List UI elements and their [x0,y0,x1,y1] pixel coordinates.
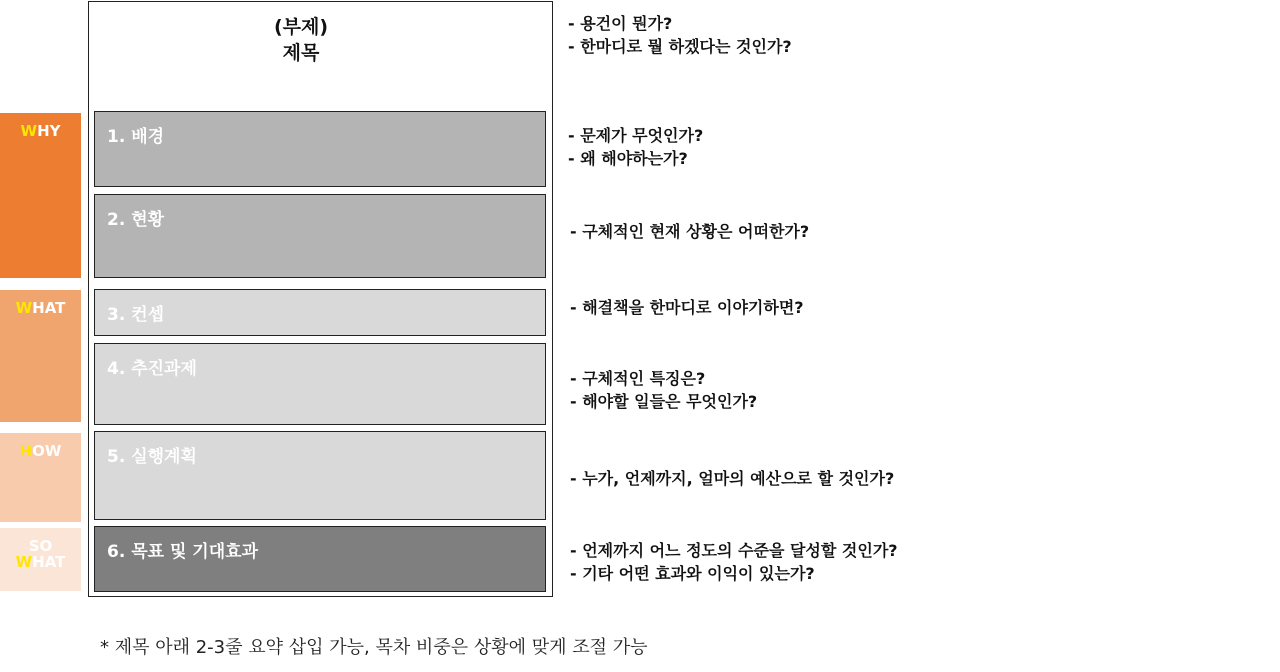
subtitle: (부제) [273,16,329,38]
how-label [0,433,81,522]
question-line: - 왜 해야하는가? [568,149,688,168]
question-line: - 언제까지 어느 정도의 수준을 달성할 것인가? [570,541,898,560]
questions-goal [570,539,898,585]
questions-concept [570,296,804,319]
section-tasks [94,343,546,425]
section-concept [94,289,546,336]
question-line: - 누가, 언제까지, 얼마의 예산으로 할 것인가? [570,469,895,488]
section-background [94,111,546,187]
how-letter-highlight: H [19,442,33,460]
what-label [0,290,81,422]
section-label: 2. 현황 [107,210,165,230]
questions-why [568,124,703,170]
section-action-plan [94,431,546,520]
so-what-letter-rest: HAT [32,553,66,571]
section-current-status [94,194,546,278]
question-line: - 구체적인 특징은? [570,369,706,388]
how-letter-rest: OW [32,442,62,460]
section-label: 6. 목표 및 기대효과 [107,542,258,562]
question-line: - 기타 어떤 효과와 이익이 있는가? [570,564,815,583]
why-label [0,113,81,278]
section-label: 5. 실행계획 [107,447,197,467]
question-line: - 문제가 무엇인가? [568,126,704,145]
what-letter-highlight: W [15,299,33,317]
title-block [88,14,514,66]
so-what-top: SO [28,537,53,555]
question-line: - 해결책을 한마디로 이야기하면? [570,298,804,317]
so-what-label [0,528,81,591]
why-letter-rest: HY [37,122,61,140]
section-goals-effects [94,526,546,592]
why-letter-highlight: W [20,122,38,140]
section-label: 4. 추진과제 [107,359,197,379]
question-line: - 용건이 뭔가? [568,14,673,33]
questions-situation [570,220,809,243]
section-label: 1. 배경 [107,127,165,147]
title: 제목 [282,42,320,64]
question-line: - 해야할 일들은 무엇인가? [570,392,758,411]
footnote: * 제목 아래 2-3줄 요약 삽입 가능, 목차 비중은 상황에 맞게 조절 가능 [100,637,648,658]
questions-tasks [570,367,757,413]
so-what-letter-highlight: W [15,553,33,571]
question-line: - 구체적인 현재 상황은 어떠한가? [570,222,810,241]
section-label: 3. 컨셉 [107,305,165,325]
what-letter-rest: HAT [32,299,66,317]
question-line: - 한마디로 뭘 하겠다는 것인가? [568,37,792,56]
questions-plan [570,467,894,490]
questions-title [568,12,792,58]
